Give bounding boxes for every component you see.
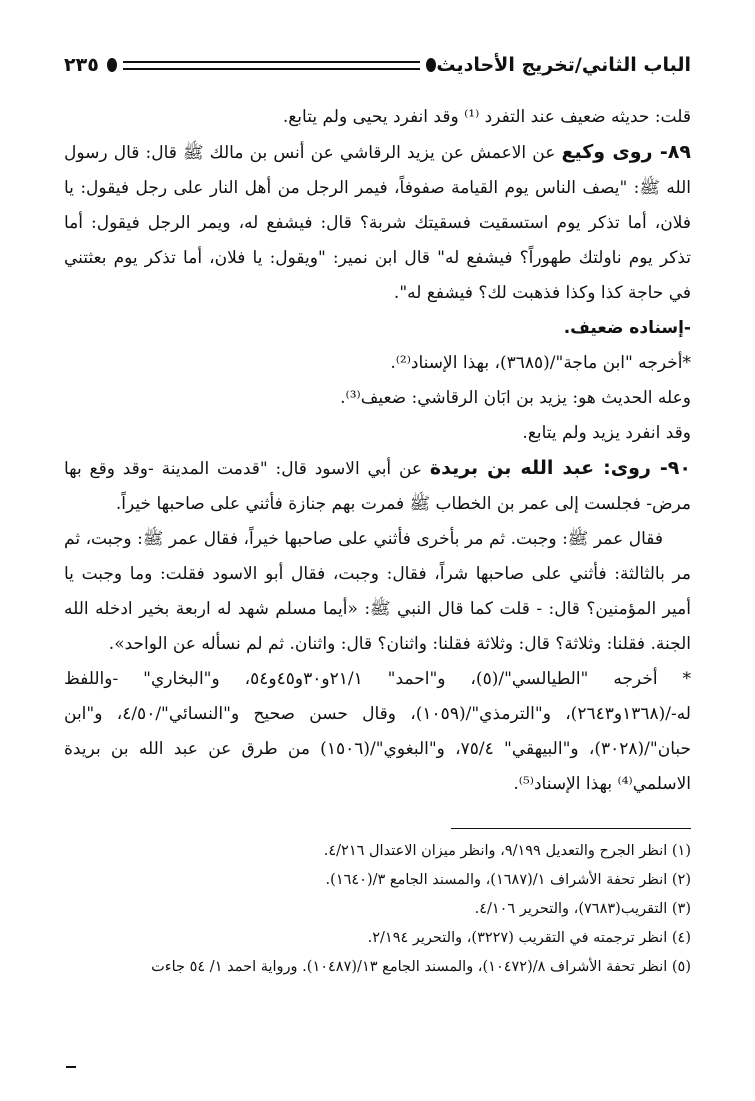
hadith-90-text: عن أبي الاسود قال: "قدمت المدينة -وقد وقع بها مرض- فجلست إلى عمر بن الخطاب ﷺ فمرت بهم جنازة فأثني على صاحبها خيراً. [64, 459, 691, 514]
footnotes [64, 837, 691, 982]
hadith-89 [64, 135, 691, 311]
footnote-4: (٤) انظر ترجمته في التقريب (٣٢٢٧)، والتحرير ٢/١٩٤. [367, 930, 691, 946]
hadith-90-continued: فقال عمر ﷺ: وجبت. ثم مر بأخرى فأثني على صاحبها خيراً، فقال عمر ﷺ: وجبت، ثم مر بالثالثة: فأثني على صاحبها شراً، فقال: وجبت، فقال أبو الاسود فقلت: وما وجبت يا أمير المؤمنين؟ قال: - قلت كما قال النبي ﷺ: «أيما مسلم شهد له اربعة بخير ادخله الله الجنة. فقلنا: وثلاثة؟ قال: وثلاثة فقلنا: واثنان؟ قال: واثنان. ثم لم نسأله عن الواحد». [64, 529, 691, 654]
ornament-dot-icon [107, 58, 117, 72]
takhrij-89: *أخرجه "ابن ماجة"/(٣٦٨٥)، بهذا الإسناد⁽²⁾. [390, 353, 691, 373]
main-text [64, 100, 691, 802]
hadith-90-heading: ٩٠- روى: عبد الله بن بريدة [429, 457, 691, 479]
isnad-verdict: -إسناده ضعيف. [563, 318, 691, 338]
footnote-3: (٣) التقريب(٧٦٨٣)، والتحرير ٤/١٠٦. [474, 901, 691, 917]
header-double-rule [123, 61, 421, 70]
hadith-90 [64, 451, 691, 522]
takhrij-90: * أخرجه "الطيالسي"/(٥)، و"احمد" ٢١/١و٣٠و٤٥و٥٤، و"البخاري" -واللفظ له-/(١٣٦٨و٢٦٤٣)، و"الترمذي"/(١٠٥٩)، وقال حسن صحيح و"النسائي"/٤/٥٠، و"ابن حبان"/(٣٠٢٨)، و"البيهقي" ٧٥/٤، و"البغوي"/(١٥٠٦) من طرق عن عبد الله بن بريدة الاسلمي⁽⁴⁾ بهذا الإسناد⁽⁵⁾. [64, 669, 692, 794]
footnote-2: (٢) انظر تحفة الأشراف ١/(١٦٨٧)، والمسند الجامع ٣/(١٦٤٠). [325, 872, 691, 888]
chapter-title: الباب الثاني/تخريج الأحاديث [436, 54, 691, 76]
ornament-dot-icon [426, 58, 436, 72]
running-header [64, 48, 691, 82]
hadith-89-heading: ٨٩- روى وكيع [561, 141, 691, 163]
page-number: ٢٣٥ [64, 54, 99, 76]
footnote-divider [451, 828, 691, 829]
footnote-5: (٥) انظر تحفة الأشراف ٨/(١٠٤٧٢)، والمسند الجامع ١٣/(١٠٤٨٧). ورواية احمد ١/ ٥٤ جاءت [151, 959, 691, 975]
footnote-1: (١) انظر الجرح والتعديل ٩/١٩٩، وانظر ميزان الاعتدال ٤/٢١٦. [323, 843, 691, 859]
continuation-mark [66, 1066, 76, 1068]
paragraph-note: قلت: حديثه ضعيف عند التفرد ⁽¹⁾ وقد انفرد يحيى ولم يتابع. [282, 107, 691, 127]
infarad-89: وقد انفرد يزيد ولم يتابع. [522, 423, 691, 443]
illa-89: وعله الحديث هو: يزيد بن ابَان الرقاشي: ضعيف⁽³⁾. [340, 388, 691, 408]
hadith-89-text: عن الاعمش عن يزيد الرقاشي عن أنس بن مالك ﷺ قال: قال رسول الله ﷺ: "يصف الناس يوم القيامة صفوفاً، فيمر الرجل من أهل النار على رجل فيقول: يا فلان، أما تذكر يوم استسقيت فسقيتك شربة؟ قال: فيشفع له، ويمر الرجل فيقول: أما تذكر يوم ناولتك طهوراً؟ فيشفع له" قال ابن نمير: "ويقول: يا فلان، أما تذكر يوم بعثتني في حاجة كذا وكذا فذهبت لك؟ فيشفع له". [64, 143, 691, 303]
